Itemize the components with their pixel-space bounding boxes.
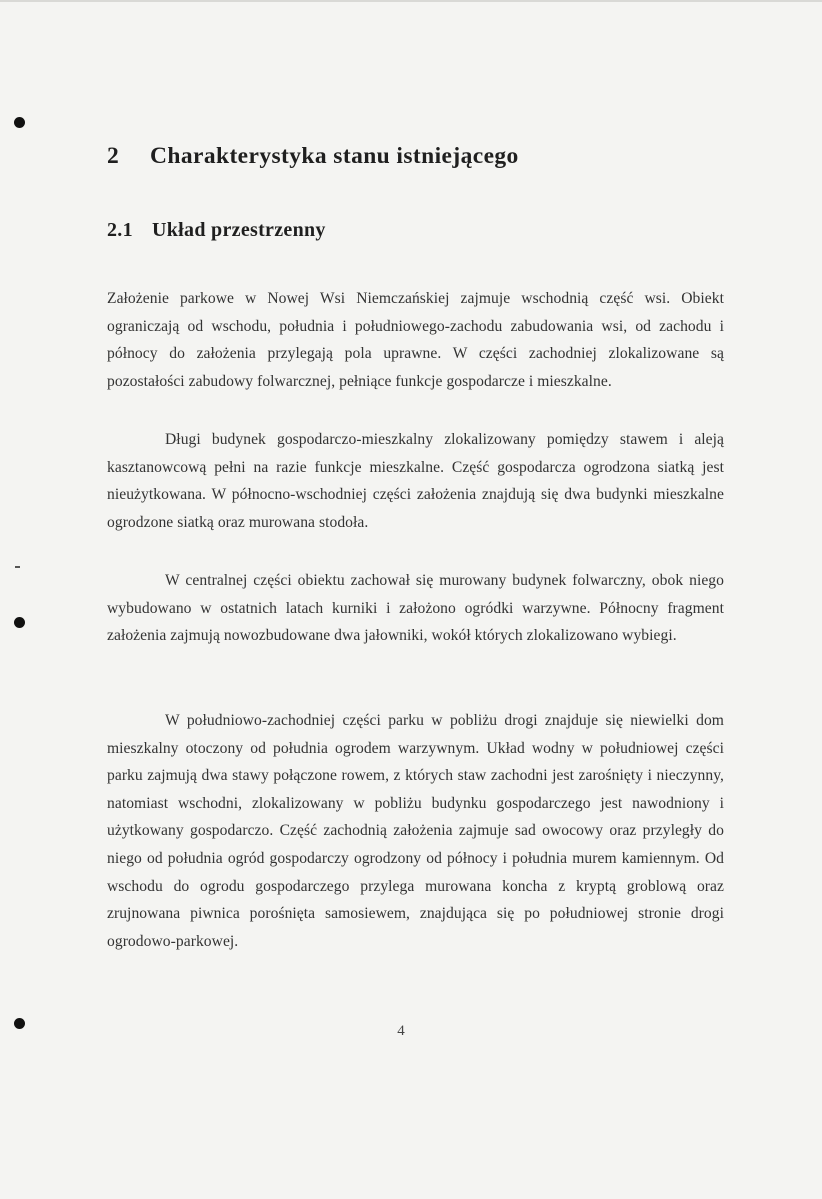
subsection-heading: [107, 219, 326, 242]
page-number: [0, 1023, 822, 1040]
paragraph-4: W południowo-zachodniej części parku w pobliżu drogi znajduje się niewielki dom mieszkalny otoczony od południa ogrodem warzywnym. Układ wodny w południowej części parku zajmują dwa stawy połączone rowem, z których staw zachodni jest zarośnięty i nieczynny, natomiast wschodni, zlokalizowany w pobliżu budynku gospodarczego jest nawodniony i użytkowany gospodarczo. Część zachodnią założenia zajmuje sad owocowy oraz przyległy do niego od południa ogród gospodarczy ogrodzony od północy i południa murem kamiennym. Od wschodu do ogrodu gospodarczego przylega murowana koncha z kryptą groblową oraz zrujnowana piwnica porośnięta samosiewem, znajdująca się po południowej stronie drogi ogrodowo-parkowej.: [107, 712, 724, 950]
subsection-title: Układ przestrzenny: [152, 219, 326, 241]
section-heading: [107, 143, 519, 170]
margin-mark: [15, 566, 20, 568]
section-number: 2: [107, 143, 120, 169]
punch-hole-top: [14, 117, 25, 128]
punch-hole-middle: [14, 617, 25, 628]
subsection-number: 2.1: [107, 219, 133, 241]
page-number-text: 4: [397, 1023, 405, 1039]
section-title: Charakterystyka stanu istniejącego: [150, 143, 519, 169]
paragraph-1: Założenie parkowe w Nowej Wsi Niemczańskiej zajmuje wschodnią część wsi. Obiekt ograniczają od wschodu, południa i południowego-zachodu zabudowania wsi, od zachodu i północy do założenia przylegają pola uprawne. W części zachodniej zlokalizowane są pozostałości zabudowy folwarcznej, pełniące funkcje gospodarcze i mieszkalne.: [107, 290, 724, 390]
page-top-edge: [0, 0, 822, 2]
paragraph-2: Długi budynek gospodarczo-mieszkalny zlokalizowany pomiędzy stawem i aleją kasztanowcową pełni na razie funkcje mieszkalne. Część gospodarcza ogrodzona siatką jest nieużytkowana. W północno-wschodniej części założenia znajdują się dwa budynki mieszkalne ogrodzone siatką oraz murowana stodoła.: [107, 431, 724, 531]
paragraph-3: W centralnej części obiektu zachował się murowany budynek folwarczny, obok niego wybudowano w ostatnich latach kurniki i założono ogródki warzywne. Północny fragment założenia zajmują nowozbudowane dwa jałowniki, wokół których zlokalizowano wybiegi.: [107, 572, 724, 645]
